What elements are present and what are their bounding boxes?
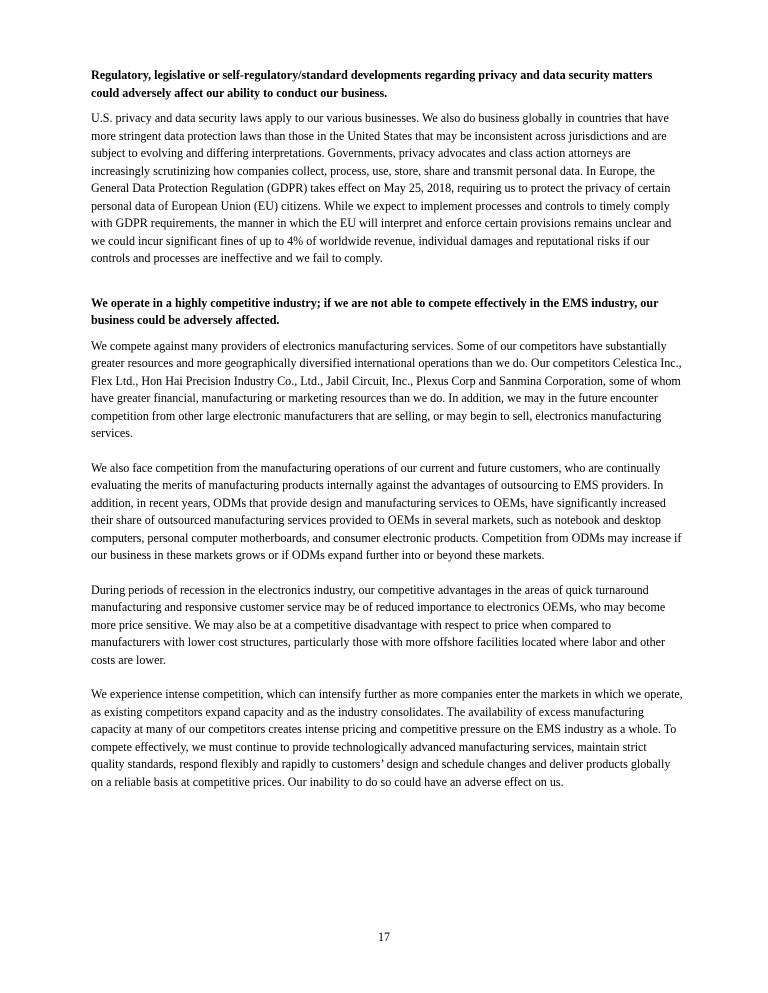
paragraph-recession: During periods of recession in the electronics industry, our competitive advantages in the areas of quick turnaround manufacturing and responsive customer service may be of reduced importance to electronics OEMs, who may become more price sensitive. We may also be at a competitive disadvantage with respect to price when compared to manufacturers with lower cost structures, particularly those with more offshore facilities located where labor and other costs are lower.: [91, 582, 666, 667]
paragraph-odm-competition: We also face competition from the manufacturing operations of our current and future customers, who are continually evaluating the merits of manufacturing products internally against the advantages of outsourcing to EMS providers. In addition, in recent years, ODMs that provide design and manufacturing services to OEMs, have significantly increased their share of outsourced manufacturing services provided to OEMs in several markets, such as notebook and desktop computers, personal computer motherboards, and consumer electronic products. Competition from ODMs may increase if our business in these markets grows or if ODMs expand further into or beyond these markets.: [91, 460, 682, 562]
paragraph-intense-competition: We experience intense competition, which can intensify further as more companies enter the markets in which we operate, as existing competitors expand capacity and as the industry consolidates. The availability of excess manufacturing capacity at many of our competitors creates intense pricing and competitive pressure on the EMS industry as a whole. To compete effectively, we must continue to provide technologically advanced manufacturing services, maintain strict quality standards, respond flexibly and rapidly to customers’ design and schedule changes and deliver products globally on a reliable basis at competitive prices. Our inability to do so could have an adverse effect on us.: [91, 687, 683, 789]
document-page: [91, 67, 683, 791]
paragraph-privacy: U.S. privacy and data security laws apply to our various businesses. We also do business globally in countries that have more stringent data protection laws than those in the United States that may be inconsistent across jurisdictions and are subject to evolving and differing interpretations. Governments, privacy advocates and class action attorneys are increasingly scrutinizing how companies collect, process, use, store, share and transmit personal data. In Europe, the General Data Protection Regulation (GDPR) takes effect on May 25, 2018, requiring us to protect the privacy of certain personal data of European Union (EU) citizens. While we expect to implement processes and controls to timely comply with GDPR requirements, the manner in which the EU will interpret and enforce certain provisions remains unclear and we could incur significant fines of up to 4% of worldwide revenue, individual damages and reputational risks if our controls and processes are ineffective and we fail to comply.: [91, 111, 672, 265]
paragraph-competitors: We compete against many providers of electronics manufacturing services. Some of our competitors have substantially greater resources and more geographically diversified international operations than we do. Our competitors Celestica Inc., Flex Ltd., Hon Hai Precision Industry Co., Ltd., Jabil Circuit, Inc., Plexus Corp and Sanmina Corporation, some of whom have greater financial, manufacturing or marketing resources than we do. In addition, we may in the future encounter competition from other large electronic manufacturers that are selling, or may begin to sell, electronics manufacturing services.: [91, 338, 682, 440]
section-heading-privacy: Regulatory, legislative or self-regulatory/standard developments regarding privacy and data security matters could adversely affect our ability to conduct our business.: [91, 68, 653, 100]
spacer: [91, 102, 683, 110]
section-heading-competition: We operate in a highly competitive industry; if we are not able to compete effectively in the EMS industry, our business could be adversely affected.: [91, 295, 659, 327]
spacer: [91, 565, 683, 582]
spacer: [91, 443, 683, 460]
spacer: [91, 669, 683, 686]
spacer: [91, 268, 683, 295]
spacer: [91, 330, 683, 338]
page-number: 17: [377, 930, 391, 944]
